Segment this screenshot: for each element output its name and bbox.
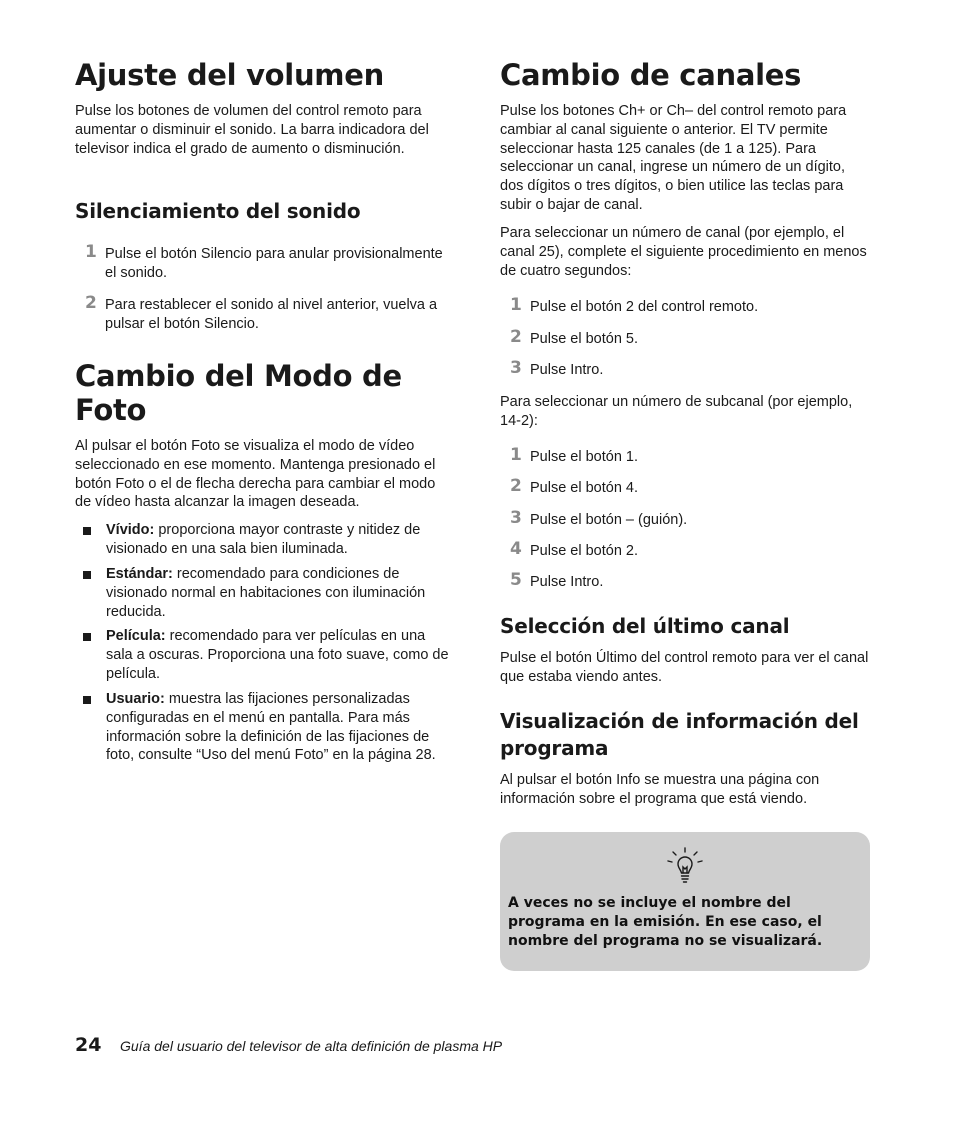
photo-mode-item-standard bbox=[83, 565, 450, 621]
subsection-title-program-info: Visualización de información del programa bbox=[500, 709, 859, 760]
step-text: Pulse el botón 4. bbox=[530, 480, 639, 496]
lightbulb-icon bbox=[665, 846, 705, 886]
section-title-photo: Cambio del Modo de Foto bbox=[75, 359, 402, 427]
bullet-square bbox=[83, 571, 91, 579]
step-number: 1 bbox=[510, 445, 522, 465]
mute-step-1 bbox=[85, 242, 450, 283]
subsection-title-last-channel: Selección del último canal bbox=[500, 614, 790, 638]
step-text: Pulse el botón 1. bbox=[530, 449, 639, 465]
step-text: Pulse Intro. bbox=[530, 362, 604, 378]
subchannel-step-2 bbox=[510, 476, 872, 498]
section-title-volume: Ajuste del volumen bbox=[75, 58, 384, 92]
mode-description: recomendado para ver películas en una sala a oscuras. Proporciona una foto suave, como de película. bbox=[106, 628, 449, 682]
step-text: Pulse el botón – (guión). bbox=[530, 512, 688, 528]
step-number: 2 bbox=[510, 327, 522, 347]
footer-title: Guía del usuario del televisor de alta definición de plasma HP bbox=[120, 1038, 503, 1054]
step-text: Pulse el botón 2. bbox=[530, 543, 639, 559]
step-number: 3 bbox=[510, 508, 522, 528]
photo-paragraph: Al pulsar el botón Foto se visualiza el modo de vídeo seleccionado en ese momento. Mantenga presionado el botón Foto o el de flecha derecha para cambiar el modo de vídeo hasta alcanzar la imagen deseada. bbox=[75, 438, 436, 511]
subchannel-step-3 bbox=[510, 508, 872, 530]
mode-description: proporciona mayor contraste y nitidez de visionado en una sala bien iluminada. bbox=[106, 522, 421, 557]
step-number: 2 bbox=[510, 476, 522, 496]
channels-paragraph-1: Pulse los botones Ch+ or Ch– del control remoto para cambiar al canal siguiente o anterior. El TV permite seleccionar hasta 125 canales (de 1 a 125). Para seleccionar un canal, ingrese un número de un dígito, dos dígitos o tres dígitos, o bien utilice las teclas para subir o bajar de canal. bbox=[500, 103, 847, 213]
channels-paragraph-3: Para seleccionar un número de subcanal (por ejemplo, 14-2): bbox=[500, 394, 853, 429]
section-title-channels: Cambio de canales bbox=[500, 58, 802, 92]
subsection-title-mute: Silenciamiento del sonido bbox=[75, 199, 361, 223]
step-number: 1 bbox=[510, 295, 522, 315]
mode-description: recomendado para condiciones de visionado normal en habitaciones con iluminación reducida. bbox=[106, 566, 426, 620]
channel-step-3 bbox=[510, 358, 872, 380]
mode-term: Vívido: bbox=[106, 522, 155, 538]
step-number: 1 bbox=[85, 242, 97, 262]
step-number: 4 bbox=[510, 539, 522, 559]
last-channel-paragraph: Pulse el botón Último del control remoto para ver el canal que estaba viendo antes. bbox=[500, 650, 869, 685]
page-number: 24 bbox=[75, 1034, 102, 1056]
step-text: Pulse el botón 5. bbox=[530, 331, 639, 347]
step-number: 3 bbox=[510, 358, 522, 378]
subchannel-step-1 bbox=[510, 445, 872, 467]
photo-mode-item-movie bbox=[83, 627, 450, 683]
volume-paragraph: Pulse los botones de volumen del control remoto para aumentar o disminuir el sonido. La barra indicadora del televisor indica el grado de aumento o disminución. bbox=[75, 103, 429, 157]
mute-step-2 bbox=[85, 293, 450, 334]
bullet-square bbox=[83, 633, 91, 641]
step-text: Pulse Intro. bbox=[530, 574, 604, 590]
channel-step-1 bbox=[510, 295, 872, 317]
photo-mode-item-user bbox=[83, 690, 450, 765]
subchannel-step-5 bbox=[510, 570, 872, 592]
step-number: 2 bbox=[85, 293, 97, 313]
step-text: Pulse el botón Silencio para anular provisionalmente el sonido. bbox=[105, 246, 443, 281]
step-number: 5 bbox=[510, 570, 522, 590]
step-text: Pulse el botón 2 del control remoto. bbox=[530, 299, 759, 315]
channels-paragraph-2: Para seleccionar un número de canal (por ejemplo, el canal 25), complete el siguiente procedimiento en menos de cuatro segundos: bbox=[500, 225, 867, 279]
page-footer bbox=[75, 1034, 875, 1058]
tip-text: A veces no se incluye el nombre del programa en la emisión. En ese caso, el nombre del programa no se visualizará. bbox=[508, 895, 823, 949]
mode-term: Película: bbox=[106, 628, 166, 644]
subchannel-step-4 bbox=[510, 539, 872, 561]
mode-description: muestra las fijaciones personalizadas configuradas en el menú en pantalla. Para más información sobre la definición de las fijaciones de foto, consulte “Uso del menú Foto” en la página 28. bbox=[106, 691, 436, 764]
channel-step-2 bbox=[510, 327, 872, 349]
program-info-paragraph: Al pulsar el botón Info se muestra una página con información sobre el programa que está viendo. bbox=[500, 772, 820, 807]
tip-box bbox=[500, 832, 870, 971]
mode-term: Usuario: bbox=[106, 691, 165, 707]
photo-mode-item-vivid bbox=[83, 521, 450, 559]
bullet-square bbox=[83, 527, 91, 535]
mode-term: Estándar: bbox=[106, 566, 173, 582]
bullet-square bbox=[83, 696, 91, 704]
step-text: Para restablecer el sonido al nivel anterior, vuelva a pulsar el botón Silencio. bbox=[105, 297, 438, 332]
